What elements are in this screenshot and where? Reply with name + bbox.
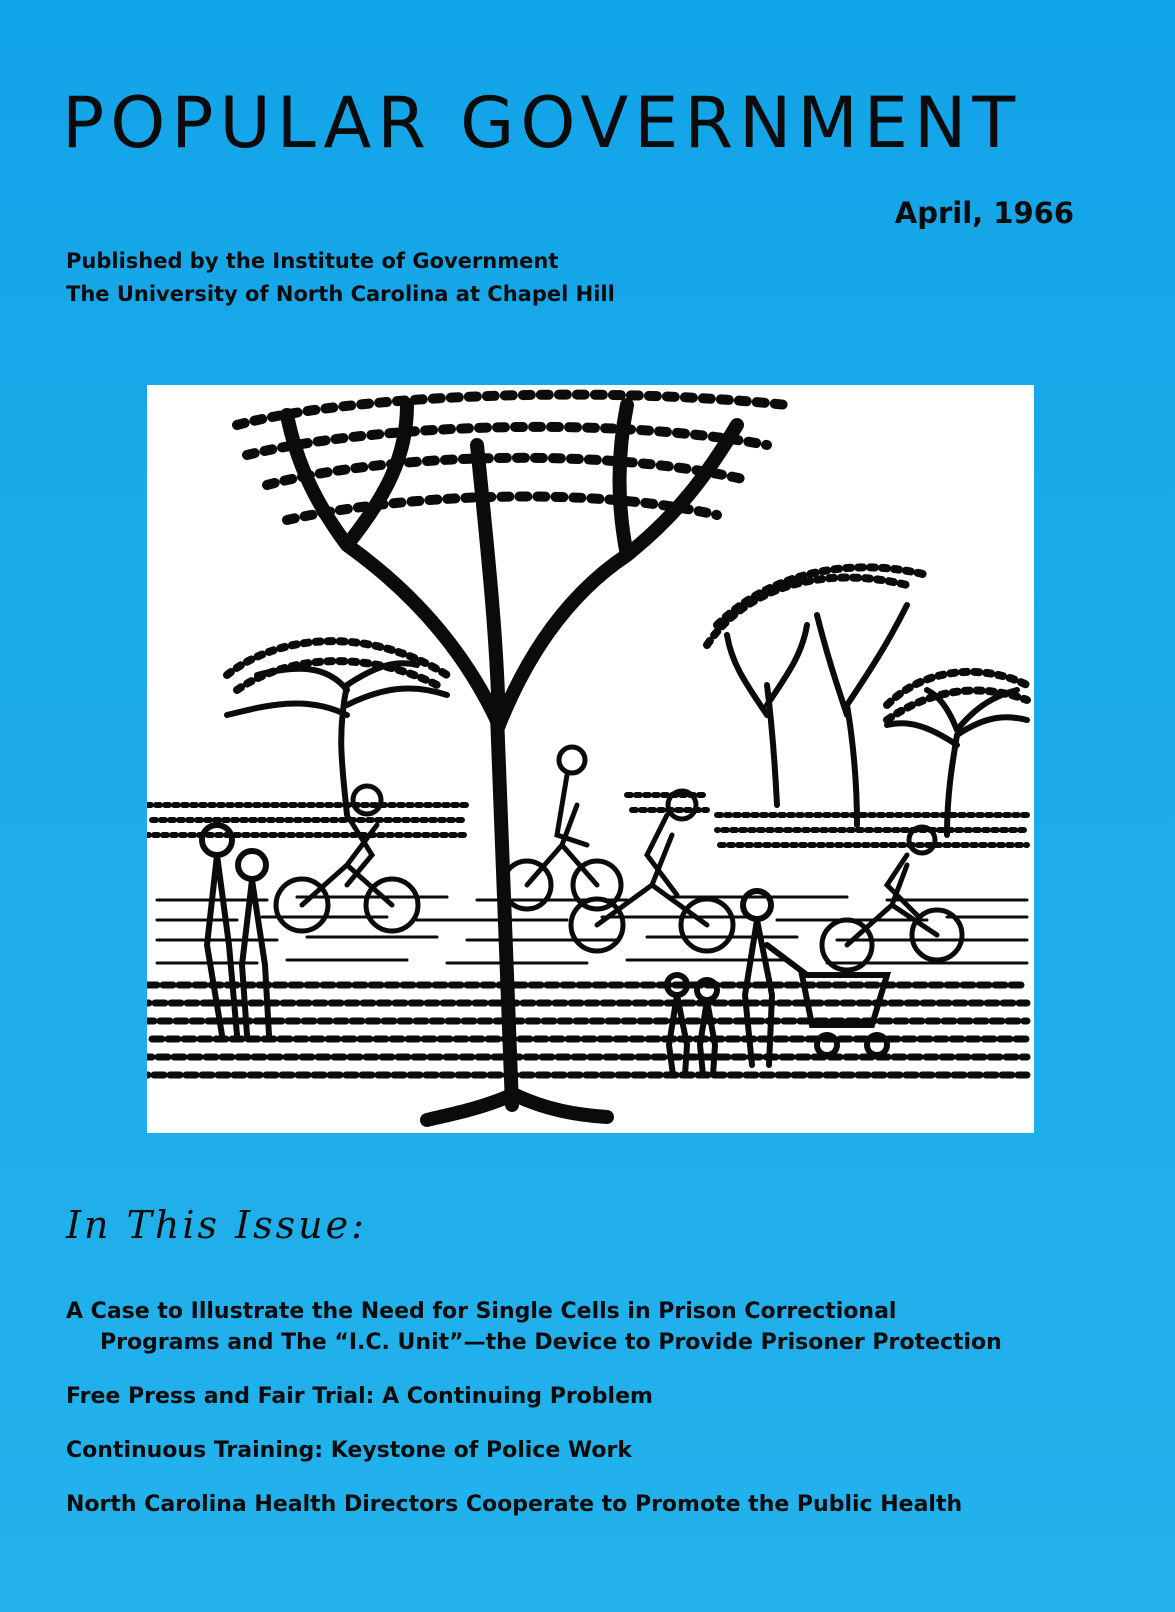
article-title bbox=[66, 1435, 1126, 1466]
contents-list bbox=[66, 1296, 1126, 1543]
issue-date: April, 1966 bbox=[894, 196, 1074, 230]
university-line: The University of North Carolina at Chapel Hill bbox=[66, 282, 615, 306]
masthead-title: POPULAR GOVERNMENT bbox=[62, 82, 1022, 164]
article-title bbox=[66, 1381, 1126, 1412]
article-title-line: North Carolina Health Directors Cooperate to Promote the Public Health bbox=[66, 1492, 963, 1517]
main-tree bbox=[287, 405, 737, 1120]
hedges bbox=[147, 795, 1027, 845]
article-title-line: Free Press and Fair Trial: A Continuing Problem bbox=[66, 1384, 653, 1409]
article-title-line: Programs and The “I.C. Unit”—the Device to Provide Prisoner Protection bbox=[100, 1330, 1002, 1355]
park-scene-drawing bbox=[147, 385, 1034, 1133]
publisher-block bbox=[66, 245, 615, 311]
cobblestones bbox=[147, 985, 1027, 1075]
article-title-line: Continuous Training: Keystone of Police Work bbox=[66, 1438, 632, 1463]
contents-heading: In This Issue: bbox=[66, 1203, 367, 1247]
publisher-line: Published by the Institute of Government bbox=[66, 249, 559, 273]
article-title bbox=[66, 1489, 1126, 1520]
article-title bbox=[66, 1296, 1126, 1358]
article-title-line: A Case to Illustrate the Need for Single Cells in Prison Correctional bbox=[66, 1299, 897, 1324]
cover-illustration bbox=[147, 385, 1034, 1133]
